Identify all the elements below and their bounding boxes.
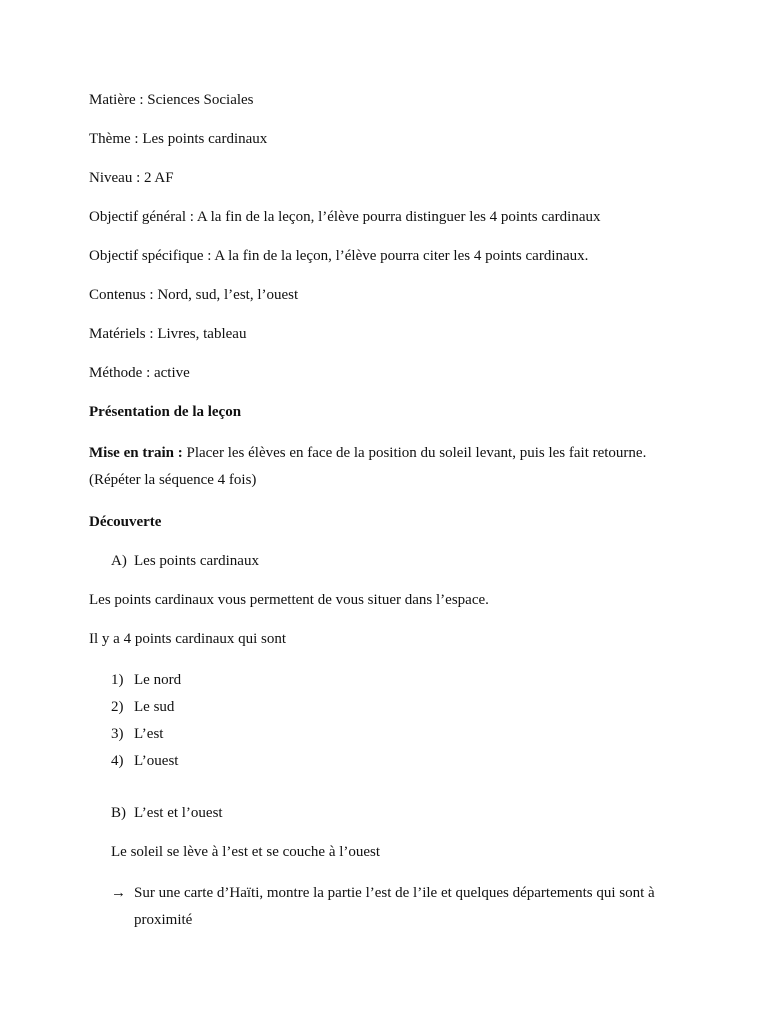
list-item-marker: 4)	[111, 753, 124, 769]
list-item	[111, 748, 689, 775]
arrow-instruction	[89, 880, 689, 934]
list-item	[111, 694, 689, 721]
section-b-label: L’est et l’ouest	[134, 805, 223, 821]
level-line: Niveau : 2 AF	[89, 170, 174, 186]
section-a-heading	[89, 550, 689, 572]
warm-up-repeat-note: (Répéter la séquence 4 fois)	[89, 472, 257, 488]
section-a-label: Les points cardinaux	[134, 553, 259, 569]
list-item-marker: 2)	[111, 699, 124, 715]
arrow-instruction-text	[134, 880, 655, 934]
section-b-heading	[89, 802, 689, 824]
intro-sentence: Les points cardinaux vous permettent de vous situer dans l’espace.	[89, 592, 489, 608]
sun-sentence: Le soleil se lève à l’est et se couche à l’ouest	[111, 844, 381, 860]
specific-objective: Objectif spécifique : A la fin de la leçon, l’élève pourra citer les 4 points cardinaux.	[89, 248, 589, 264]
arrow-instruction-line2: proximité	[134, 912, 193, 928]
section-b-marker: B)	[111, 805, 126, 821]
lesson-plan-document	[89, 89, 689, 934]
subject-line: Matière : Sciences Sociales	[89, 92, 254, 108]
arrow-right-icon: →	[111, 885, 126, 901]
list-item-label: L’ouest	[134, 753, 179, 769]
list-item-label: L’est	[134, 726, 164, 742]
list-item	[111, 721, 689, 748]
method-line: Méthode : active	[89, 365, 190, 381]
cardinal-points-list	[89, 667, 689, 775]
warm-up-paragraph	[89, 440, 689, 494]
list-item	[111, 667, 689, 694]
contents-line: Contenus : Nord, sud, l’est, l’ouest	[89, 287, 299, 303]
warm-up-text: Placer les élèves en face de la position du soleil levant, puis les fait retourne.	[182, 445, 647, 461]
warm-up-label: Mise en train :	[89, 445, 183, 461]
general-objective: Objectif général : A la fin de la leçon, l’élève pourra distinguer les 4 points cardinaux	[89, 209, 601, 225]
list-item-label: Le nord	[134, 672, 182, 688]
lesson-presentation-heading: Présentation de la leçon	[89, 404, 242, 420]
list-item-label: Le sud	[134, 699, 175, 715]
section-a-marker: A)	[111, 553, 127, 569]
discovery-heading: Découverte	[89, 514, 162, 530]
list-item-marker: 3)	[111, 726, 124, 742]
list-item-marker: 1)	[111, 672, 124, 688]
materials-line: Matériels : Livres, tableau	[89, 326, 247, 342]
theme-line: Thème : Les points cardinaux	[89, 131, 268, 147]
intro-list-lead: Il y a 4 points cardinaux qui sont	[89, 631, 287, 647]
arrow-instruction-line1: Sur une carte d’Haïti, montre la partie l’est de l’ile et quelques départements qui sont à	[134, 885, 655, 901]
